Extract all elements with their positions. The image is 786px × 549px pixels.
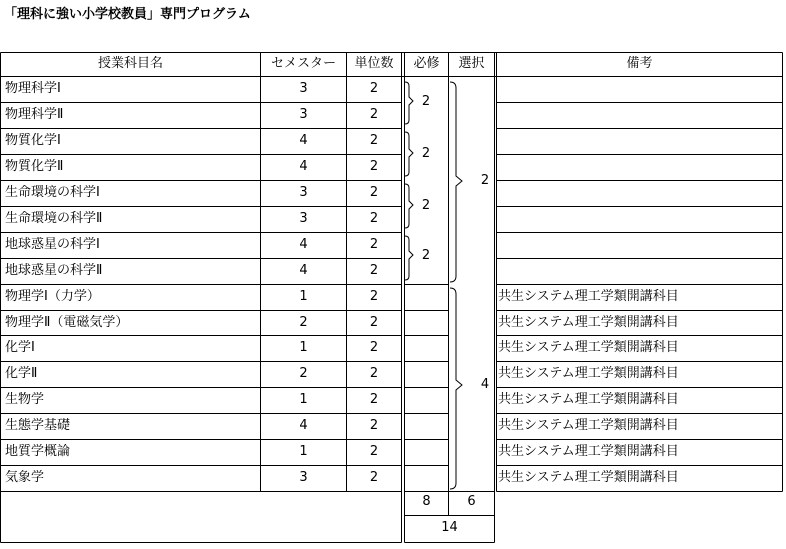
credits-value: 2 bbox=[369, 133, 379, 148]
semester-value: 3 bbox=[299, 185, 308, 200]
semester-value: 2 bbox=[299, 315, 308, 330]
semester-value: 3 bbox=[299, 107, 308, 122]
required-group-value: 2 bbox=[421, 248, 431, 263]
subject-name: 物理科学Ⅰ bbox=[5, 81, 61, 96]
semester-value: 4 bbox=[299, 159, 308, 174]
remarks-value: 共生システム理工学類開講科目 bbox=[498, 340, 679, 355]
credits-value: 2 bbox=[369, 418, 379, 433]
semester-value: 1 bbox=[299, 392, 308, 407]
credits-value: 2 bbox=[369, 315, 379, 330]
semester-value: 1 bbox=[299, 289, 308, 304]
semester-value: 4 bbox=[299, 237, 308, 252]
credits-value: 2 bbox=[369, 366, 379, 381]
credits-value: 2 bbox=[369, 237, 379, 252]
subject-name: 物理学Ⅱ（電磁気学） bbox=[5, 315, 129, 330]
required-group-value: 2 bbox=[421, 94, 431, 109]
subject-name: 地球惑星の科学Ⅰ bbox=[5, 237, 100, 252]
subject-name: 生物学 bbox=[5, 392, 45, 407]
header-subject: 授業科目名 bbox=[97, 56, 163, 71]
header-required: 必修 bbox=[413, 56, 440, 71]
subject-name: 地質学概論 bbox=[5, 444, 71, 459]
subject-name: 生態学基礎 bbox=[5, 418, 71, 433]
subject-name: 気象学 bbox=[5, 470, 45, 485]
subject-name: 物理学Ⅰ（力学） bbox=[5, 289, 100, 304]
credits-value: 2 bbox=[369, 392, 379, 407]
semester-value: 3 bbox=[299, 470, 308, 485]
overall-total: 14 bbox=[441, 520, 458, 535]
credits-value: 2 bbox=[369, 81, 379, 96]
required-total: 8 bbox=[422, 494, 431, 509]
credits-value: 2 bbox=[369, 211, 379, 226]
semester-value: 4 bbox=[299, 418, 308, 433]
page-title: 「理科に強い小学校教員」専門プログラム bbox=[4, 7, 251, 22]
semester-value: 2 bbox=[299, 366, 308, 381]
subject-name: 生命環境の科学Ⅱ bbox=[5, 211, 103, 226]
subject-name: 物質化学Ⅰ bbox=[5, 133, 61, 148]
credits-value: 2 bbox=[369, 470, 379, 485]
remarks-value: 共生システム理工学類開講科目 bbox=[498, 418, 679, 433]
subject-name: 化学Ⅰ bbox=[5, 340, 35, 355]
required-group-value: 2 bbox=[421, 198, 431, 213]
credits-value: 2 bbox=[369, 444, 379, 459]
remarks-value: 共生システム理工学類開講科目 bbox=[498, 315, 679, 330]
semester-value: 4 bbox=[299, 133, 308, 148]
subject-name: 生命環境の科学Ⅰ bbox=[5, 185, 100, 200]
semester-value: 3 bbox=[299, 211, 308, 226]
header-remarks: 備考 bbox=[626, 56, 653, 71]
header-semester: セメスター bbox=[270, 56, 336, 71]
semester-value: 1 bbox=[299, 340, 308, 355]
credits-value: 2 bbox=[369, 340, 379, 355]
subject-name: 地球惑星の科学Ⅱ bbox=[5, 263, 103, 278]
header-credits: 単位数 bbox=[354, 56, 394, 71]
semester-value: 3 bbox=[299, 81, 308, 96]
credits-value: 2 bbox=[369, 263, 379, 278]
remarks-value: 共生システム理工学類開講科目 bbox=[498, 470, 679, 485]
remarks-value: 共生システム理工学類開講科目 bbox=[498, 366, 679, 381]
credits-value: 2 bbox=[369, 159, 379, 174]
remarks-value: 共生システム理工学類開講科目 bbox=[498, 289, 679, 304]
elective-group-value: 4 bbox=[480, 377, 490, 392]
credits-value: 2 bbox=[369, 289, 379, 304]
subject-name: 物質化学Ⅱ bbox=[5, 159, 64, 174]
required-group-value: 2 bbox=[421, 146, 431, 161]
header-elective: 選択 bbox=[458, 56, 485, 71]
semester-value: 4 bbox=[299, 263, 308, 278]
elective-group-value: 2 bbox=[480, 173, 490, 188]
elective-total: 6 bbox=[467, 494, 476, 509]
subject-name: 化学Ⅱ bbox=[5, 366, 38, 381]
credits-value: 2 bbox=[369, 185, 379, 200]
remarks-value: 共生システム理工学類開講科目 bbox=[498, 444, 679, 459]
semester-value: 1 bbox=[299, 444, 308, 459]
subject-name: 物理科学Ⅱ bbox=[5, 107, 64, 122]
credits-value: 2 bbox=[369, 107, 379, 122]
remarks-value: 共生システム理工学類開講科目 bbox=[498, 392, 679, 407]
